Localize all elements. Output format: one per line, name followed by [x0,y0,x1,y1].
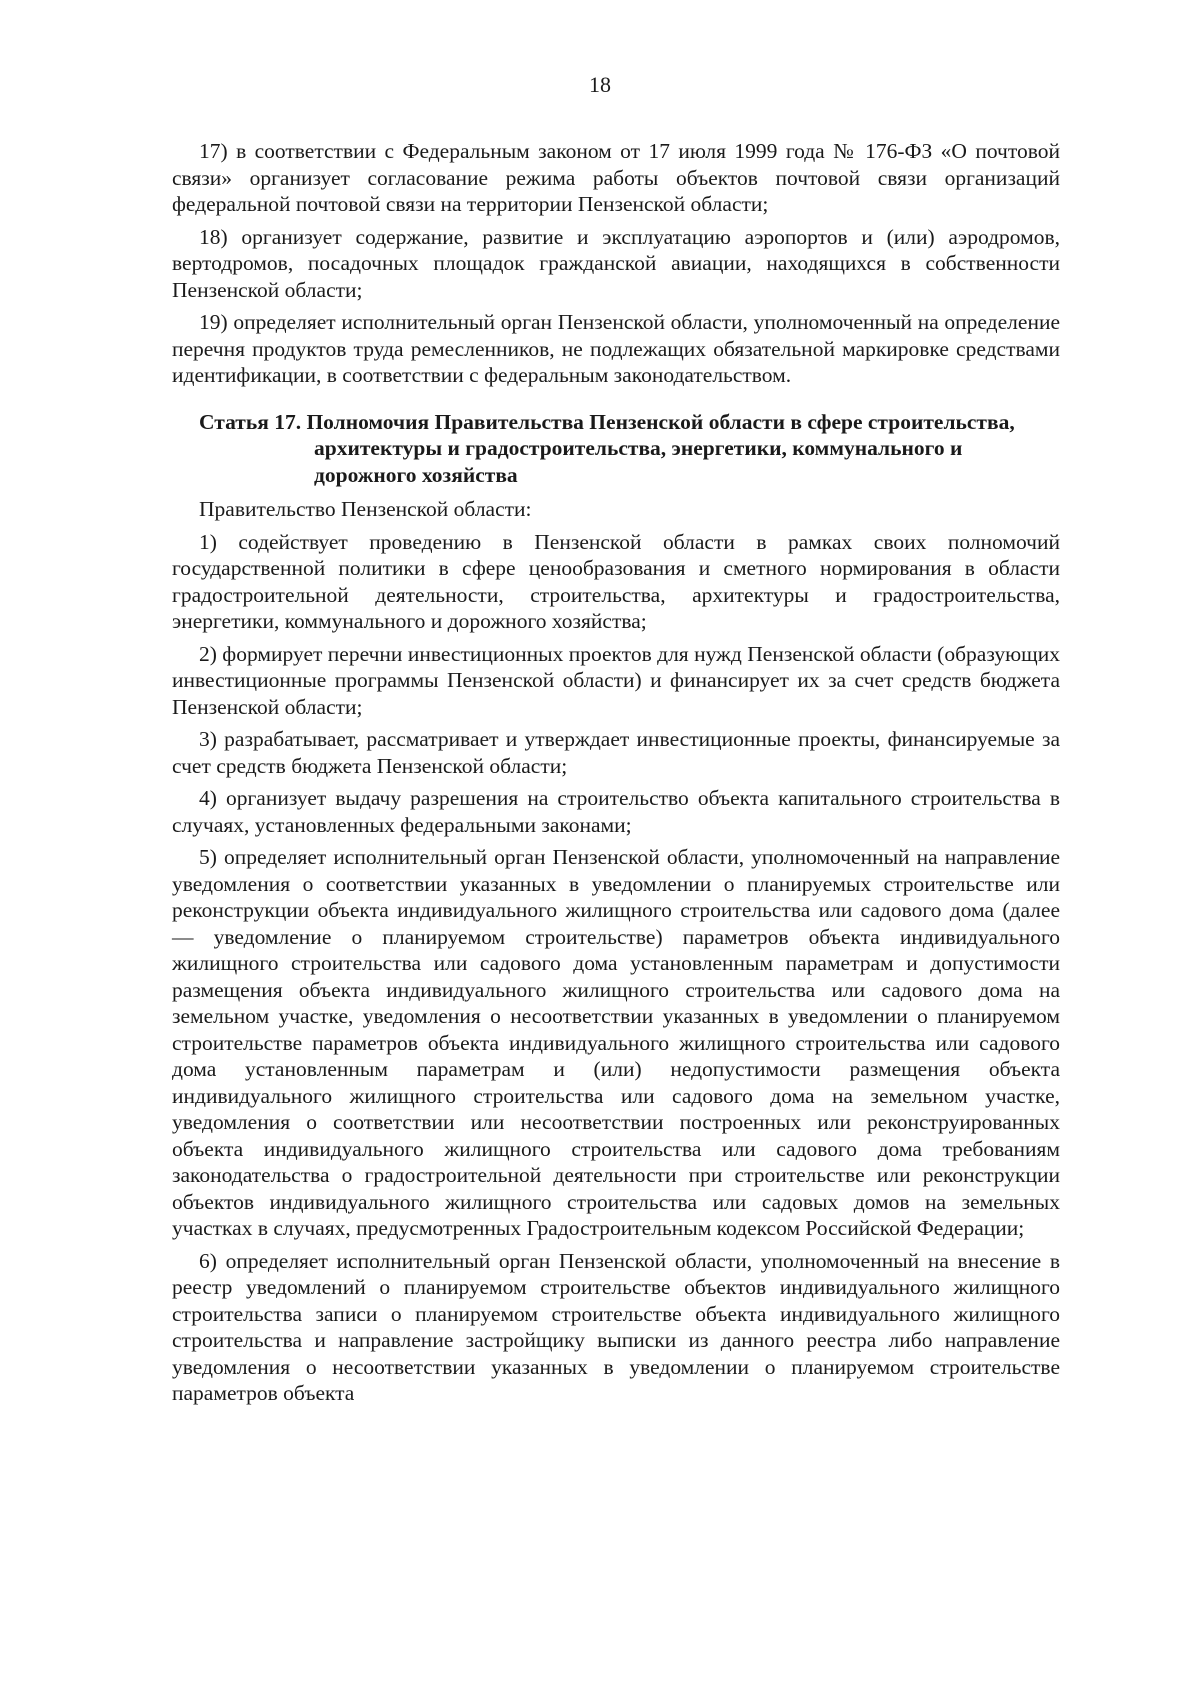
article-intro: Правительство Пензенской области: [199,497,532,521]
paragraph-item-17: 17) в соответствии с Федеральным законом от 17 июля 1999 года № 176-ФЗ «О почтовой связи» организует согласование режима работы объектов почтовой связи организаций федеральной почтовой связи на территории Пензенской области; [172,139,1060,216]
article-item-5: 5) определяет исполнительный орган Пензенской области, уполномоченный на направление уведомления о соответствии указанных в уведомлении о планируемых строительстве или реконструкции объекта индивидуального жилищного строительства или садового дома (далее — уведомление о планируемом строительстве) параметров объекта индивидуального жилищного строительства или садового дома установленным параметрам и допустимости размещения объекта индивидуального жилищного строительства или садового дома на земельном участке, уведомления о несоответствии указанных в уведомлении о планируемом строительстве параметров объекта индивидуального жилищного строительства или садового дома установленным параметрам и (или) недопустимости размещения объекта индивидуального жилищного строительства или садового дома на земельном участке, уведомления о соответствии или несоответствии построенных или реконструированных объекта индивидуального жилищного строительства или садового дома требованиям законодательства о градостроительной деятельности при строительстве или реконструкции объектов индивидуального жилищного строительства или садовых домов на земельных участках в случаях, предусмотренных Градостроительным кодексом Российской Федерации; [172,845,1060,1240]
page-number: 18 [589,72,611,97]
article-item-4: 4) организует выдачу разрешения на строительство объекта капитального строительства в случаях, установленных федеральными законами; [172,786,1060,837]
article-item-6: 6) определяет исполнительный орган Пензенской области, уполномоченный на внесение в реестр уведомлений о планируемом строительстве объектов индивидуального жилищного строительства записи о планируемом строительстве объекта индивидуального жилищного строительства и направление застройщику выписки из данного реестра либо направление уведомления о несоответствии указанных в уведомлении о планируемом строительстве параметров объекта [172,1248,1060,1405]
document-body [172,138,1060,1413]
article-17-header [172,409,1060,489]
paragraph-item-18: 18) организует содержание, развитие и эксплуатацию аэропортов и (или) аэродромов, вертодромов, посадочных площадок гражданской авиации, находящихся в собственности Пензенской области; [172,224,1060,302]
article-item-2: 2) формирует перечни инвестиционных проектов для нужд Пензенской области (образующих инвестиционные программы Пензенской области) и финансирует их за счет средств бюджета Пензенской области; [172,641,1060,719]
article-item-1: 1) содействует проведению в Пензенской области в рамках своих полномочий государственной политики в сфере ценообразования и сметного нормирования в области градостроительной деятельности, строительства, архитектуры и градостроительства, энергетики, коммунального и дорожного хозяйства; [172,529,1060,633]
paragraph-item-19: 19) определяет исполнительный орган Пензенской области, уполномоченный на определение перечня продуктов труда ремесленников, не подлежащих обязательной маркировке средствами идентификации, в соответствии с федеральным законодательством. [172,310,1060,387]
article-item-3: 3) разрабатывает, рассматривает и утверждает инвестиционные проекты, финансируемые за счет средств бюджета Пензенской области; [172,727,1060,778]
article-heading: Статья 17. Полномочия Правительства Пензенской области в сфере строительства, архитектуры и градостроительства, энергетики, коммунального и дорожного хозяйства [199,409,1015,487]
